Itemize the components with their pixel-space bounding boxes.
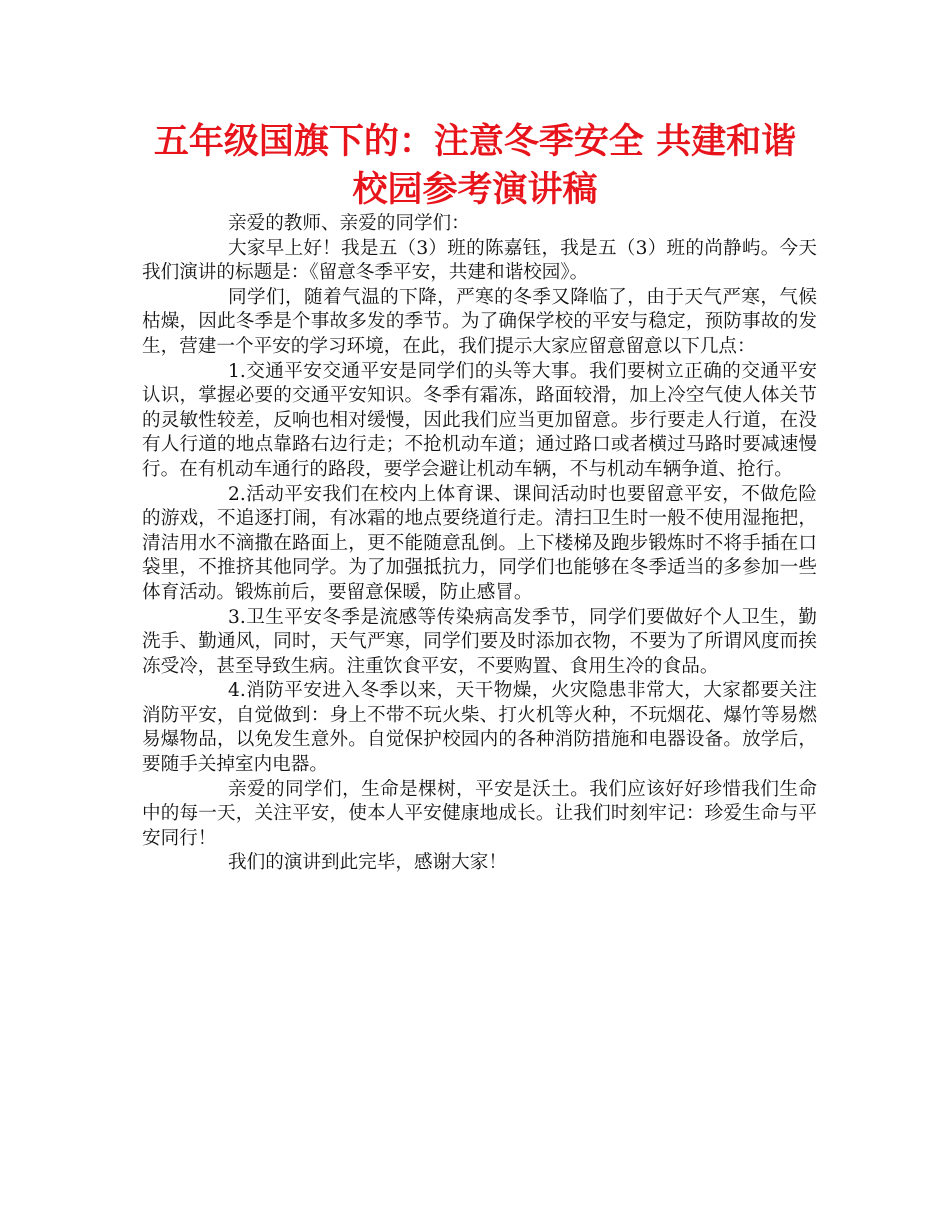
- document-body: [142, 212, 817, 876]
- salutation-paragraph: 亲爱的教师、亲爱的同学们：: [228, 213, 470, 234]
- intro-paragraph: 同学们，随着气温的下降，严寒的冬季又降临了，由于天气严寒，气候枯燥，因此冬季是个事故多发的季节。为了确保学校的平安与稳定，预防事故的发生，营建一个平安的学习环境，在此，我们提示大家应留意留意以下几点：: [142, 286, 817, 357]
- hygiene-safety-paragraph: 3.卫生平安冬季是流感等传染病高发季节，同学们要做好个人卫生，勤洗手、勤通风，同时，天气严寒，同学们要及时添加衣物，不要为了所谓风度而挨冻受冷，甚至导致生病。注重饮食平安，不要购置、食用生冷的食品。: [142, 606, 817, 677]
- fire-safety-paragraph: 4.消防平安进入冬季以来，天干物燥，火灾隐患非常大，大家都要关注消防平安，自觉做到：身上不带不玩火柴、打火机等火种，不玩烟花、爆竹等易燃易爆物品，以免发生意外。自觉保护校园内的各种消防措施和电器设备。放学后，要随手关掉室内电器。: [142, 680, 817, 776]
- thanks-paragraph: 我们的演讲到此完毕，感谢大家！: [228, 852, 507, 874]
- greeting-paragraph: 大家早上好！我是五（3）班的陈嘉钰，我是五（3）班的尚静屿。今天我们演讲的标题是：《留意冬季平安，共建和谐校园》。: [142, 237, 817, 284]
- title-line-1: 五年级国旗下的：注意冬季安全 共建和谐: [153, 122, 797, 162]
- closing-paragraph: 亲爱的同学们，生命是棵树，平安是沃土。我们应该好好珍惜我们生命中的每一天，关注平安，使本人平安健康地成长。让我们时刻牢记：珍爱生命与平安同行！: [142, 778, 817, 849]
- traffic-safety-paragraph: 1.交通平安交通平安是同学们的头等大事。我们要树立正确的交通平安认识，掌握必要的交通平安知识。冬季有霜冻，路面较滑，加上冷空气使人体关节的灵敏性较差，反响也相对缓慢，因此我们应当更加留意。步行要走人行道，在没有人行道的地点靠路右边行走；不抢机动车道；通过路口或者横过马路时要减速慢行。在有机动车通行的路段，要学会避让机动车辆，不与机动车辆争道、抢行。: [142, 360, 817, 480]
- activity-safety-paragraph: 2.活动平安我们在校内上体育课、课间活动时也要留意平安，不做危险的游戏，不追逐打闹，有冰霜的地点要绕道行走。清扫卫生时一般不使用湿拖把，清洁用水不滴撒在路面上，更不能随意乱倒。上下楼梯及跑步锻炼时不将手插在口袋里，不推挤其他同学。为了加强抵抗力，同学们也能够在冬季适当的多参加一些体育活动。锻炼前后，要留意保暖，防止感冒。: [142, 483, 817, 603]
- document-title: [140, 118, 810, 214]
- title-line-2: 校园参考演讲稿: [352, 170, 598, 210]
